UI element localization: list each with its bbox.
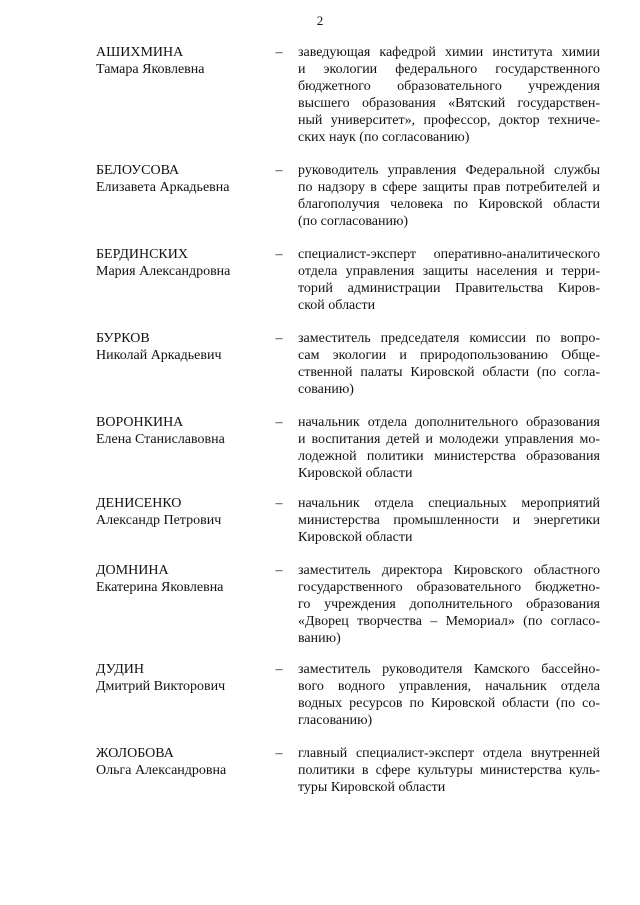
member-surname: ДУДИН <box>96 662 144 677</box>
dash-separator: – <box>275 247 283 262</box>
position-line: Кировской области <box>298 530 413 545</box>
member-position <box>298 745 600 796</box>
position-line: ный университет», профессор, доктор техниче- <box>298 113 600 128</box>
member-given-names: Александр Петрович <box>96 513 222 528</box>
position-line: отдела управления защиты населения и терри- <box>298 264 600 279</box>
member-given-names: Николай Аркадьевич <box>96 348 222 363</box>
position-line: заместитель директора Кировского областного <box>298 563 600 578</box>
position-line: специалист-эксперт оперативно-аналитического <box>298 247 600 262</box>
position-line: туры Кировской области <box>298 780 446 795</box>
position-line: «Дворец творчества – Мемориал» (по согласо- <box>298 614 600 629</box>
member-surname: АШИХМИНА <box>96 45 184 60</box>
member-surname: ЖОЛОБОВА <box>96 746 174 761</box>
member-position <box>298 495 600 546</box>
position-line: и экологии федерального государственного <box>298 62 600 77</box>
position-line: ской области <box>298 298 376 313</box>
member-name <box>96 414 266 448</box>
position-line: сам экологии и природопользованию Обще- <box>298 348 600 363</box>
position-line: водных ресурсов по Кировской области (по со- <box>298 696 600 711</box>
position-line: политики в сфере культуры министерства куль- <box>298 763 600 778</box>
dash-separator: – <box>275 563 283 578</box>
member-name <box>96 661 266 695</box>
position-line: торий администрации Правительства Киров- <box>298 281 600 296</box>
position-line: начальник отдела специальных мероприятий <box>298 496 600 511</box>
position-line: высшего образования «Вятский государствен- <box>298 96 600 111</box>
page-number: 2 <box>316 13 324 28</box>
member-position <box>298 44 600 146</box>
position-line: главный специалист-эксперт отдела внутренней <box>298 746 600 761</box>
position-line: вого водного управления, начальник отдела <box>298 679 600 694</box>
dash-separator: – <box>275 45 283 60</box>
dash-separator: – <box>275 746 283 761</box>
member-surname: ВОРОНКИНА <box>96 415 184 430</box>
member-surname: БЕРДИНСКИХ <box>96 247 188 262</box>
member-position <box>298 661 600 729</box>
member-position <box>298 562 600 647</box>
member-name <box>96 44 266 78</box>
member-given-names: Екатерина Яковлевна <box>96 580 224 595</box>
position-line: заместитель председателя комиссии по вопро- <box>298 331 600 346</box>
position-line: (по согласованию) <box>298 214 409 229</box>
position-line: благополучия человека по Кировской области <box>298 197 600 212</box>
position-line: Кировской области <box>298 466 413 481</box>
member-name <box>96 162 266 196</box>
position-line: государственного образовательного бюджетно- <box>298 580 600 595</box>
dash-separator: – <box>275 163 283 178</box>
member-position <box>298 162 600 230</box>
dash-separator: – <box>275 331 283 346</box>
member-position <box>298 330 600 398</box>
dash-separator: – <box>275 662 283 677</box>
member-position <box>298 246 600 314</box>
position-line: заместитель руководителя Камского бассейно- <box>298 662 600 677</box>
position-line: ских наук (по согласованию) <box>298 130 470 145</box>
position-line: бюджетного образовательного учреждения <box>298 79 600 94</box>
member-given-names: Тамара Яковлевна <box>96 62 205 77</box>
member-position <box>298 414 600 482</box>
position-line: ванию) <box>298 631 341 646</box>
position-line: заведующая кафедрой химии института химии <box>298 45 600 60</box>
position-line: го учреждения дополнительного образования <box>298 597 600 612</box>
member-surname: ДОМНИНА <box>96 563 169 578</box>
member-given-names: Дмитрий Викторович <box>96 679 226 694</box>
position-line: ственной палаты Кировской области (по согла- <box>298 365 600 380</box>
member-given-names: Ольга Александровна <box>96 763 227 778</box>
position-line: руководитель управления Федеральной службы <box>298 163 600 178</box>
member-name <box>96 562 266 596</box>
member-name <box>96 745 266 779</box>
member-given-names: Елена Станиславовна <box>96 432 225 447</box>
position-line: гласованию) <box>298 713 373 728</box>
member-name <box>96 246 266 280</box>
member-name <box>96 495 266 529</box>
member-surname: БЕЛОУСОВА <box>96 163 180 178</box>
dash-separator: – <box>275 415 283 430</box>
member-name <box>96 330 266 364</box>
position-line: лодежной политики министерства образования <box>298 449 600 464</box>
member-given-names: Мария Александровна <box>96 264 231 279</box>
member-surname: ДЕНИСЕНКО <box>96 496 182 511</box>
position-line: и воспитания детей и молодежи управления мо- <box>298 432 600 447</box>
dash-separator: – <box>275 496 283 511</box>
position-line: министерства промышленности и энергетики <box>298 513 600 528</box>
position-line: начальник отдела дополнительного образования <box>298 415 600 430</box>
member-given-names: Елизавета Аркадьевна <box>96 180 230 195</box>
member-surname: БУРКОВ <box>96 331 150 346</box>
position-line: сованию) <box>298 382 354 397</box>
position-line: по надзору в сфере защиты прав потребителей и <box>298 180 600 195</box>
